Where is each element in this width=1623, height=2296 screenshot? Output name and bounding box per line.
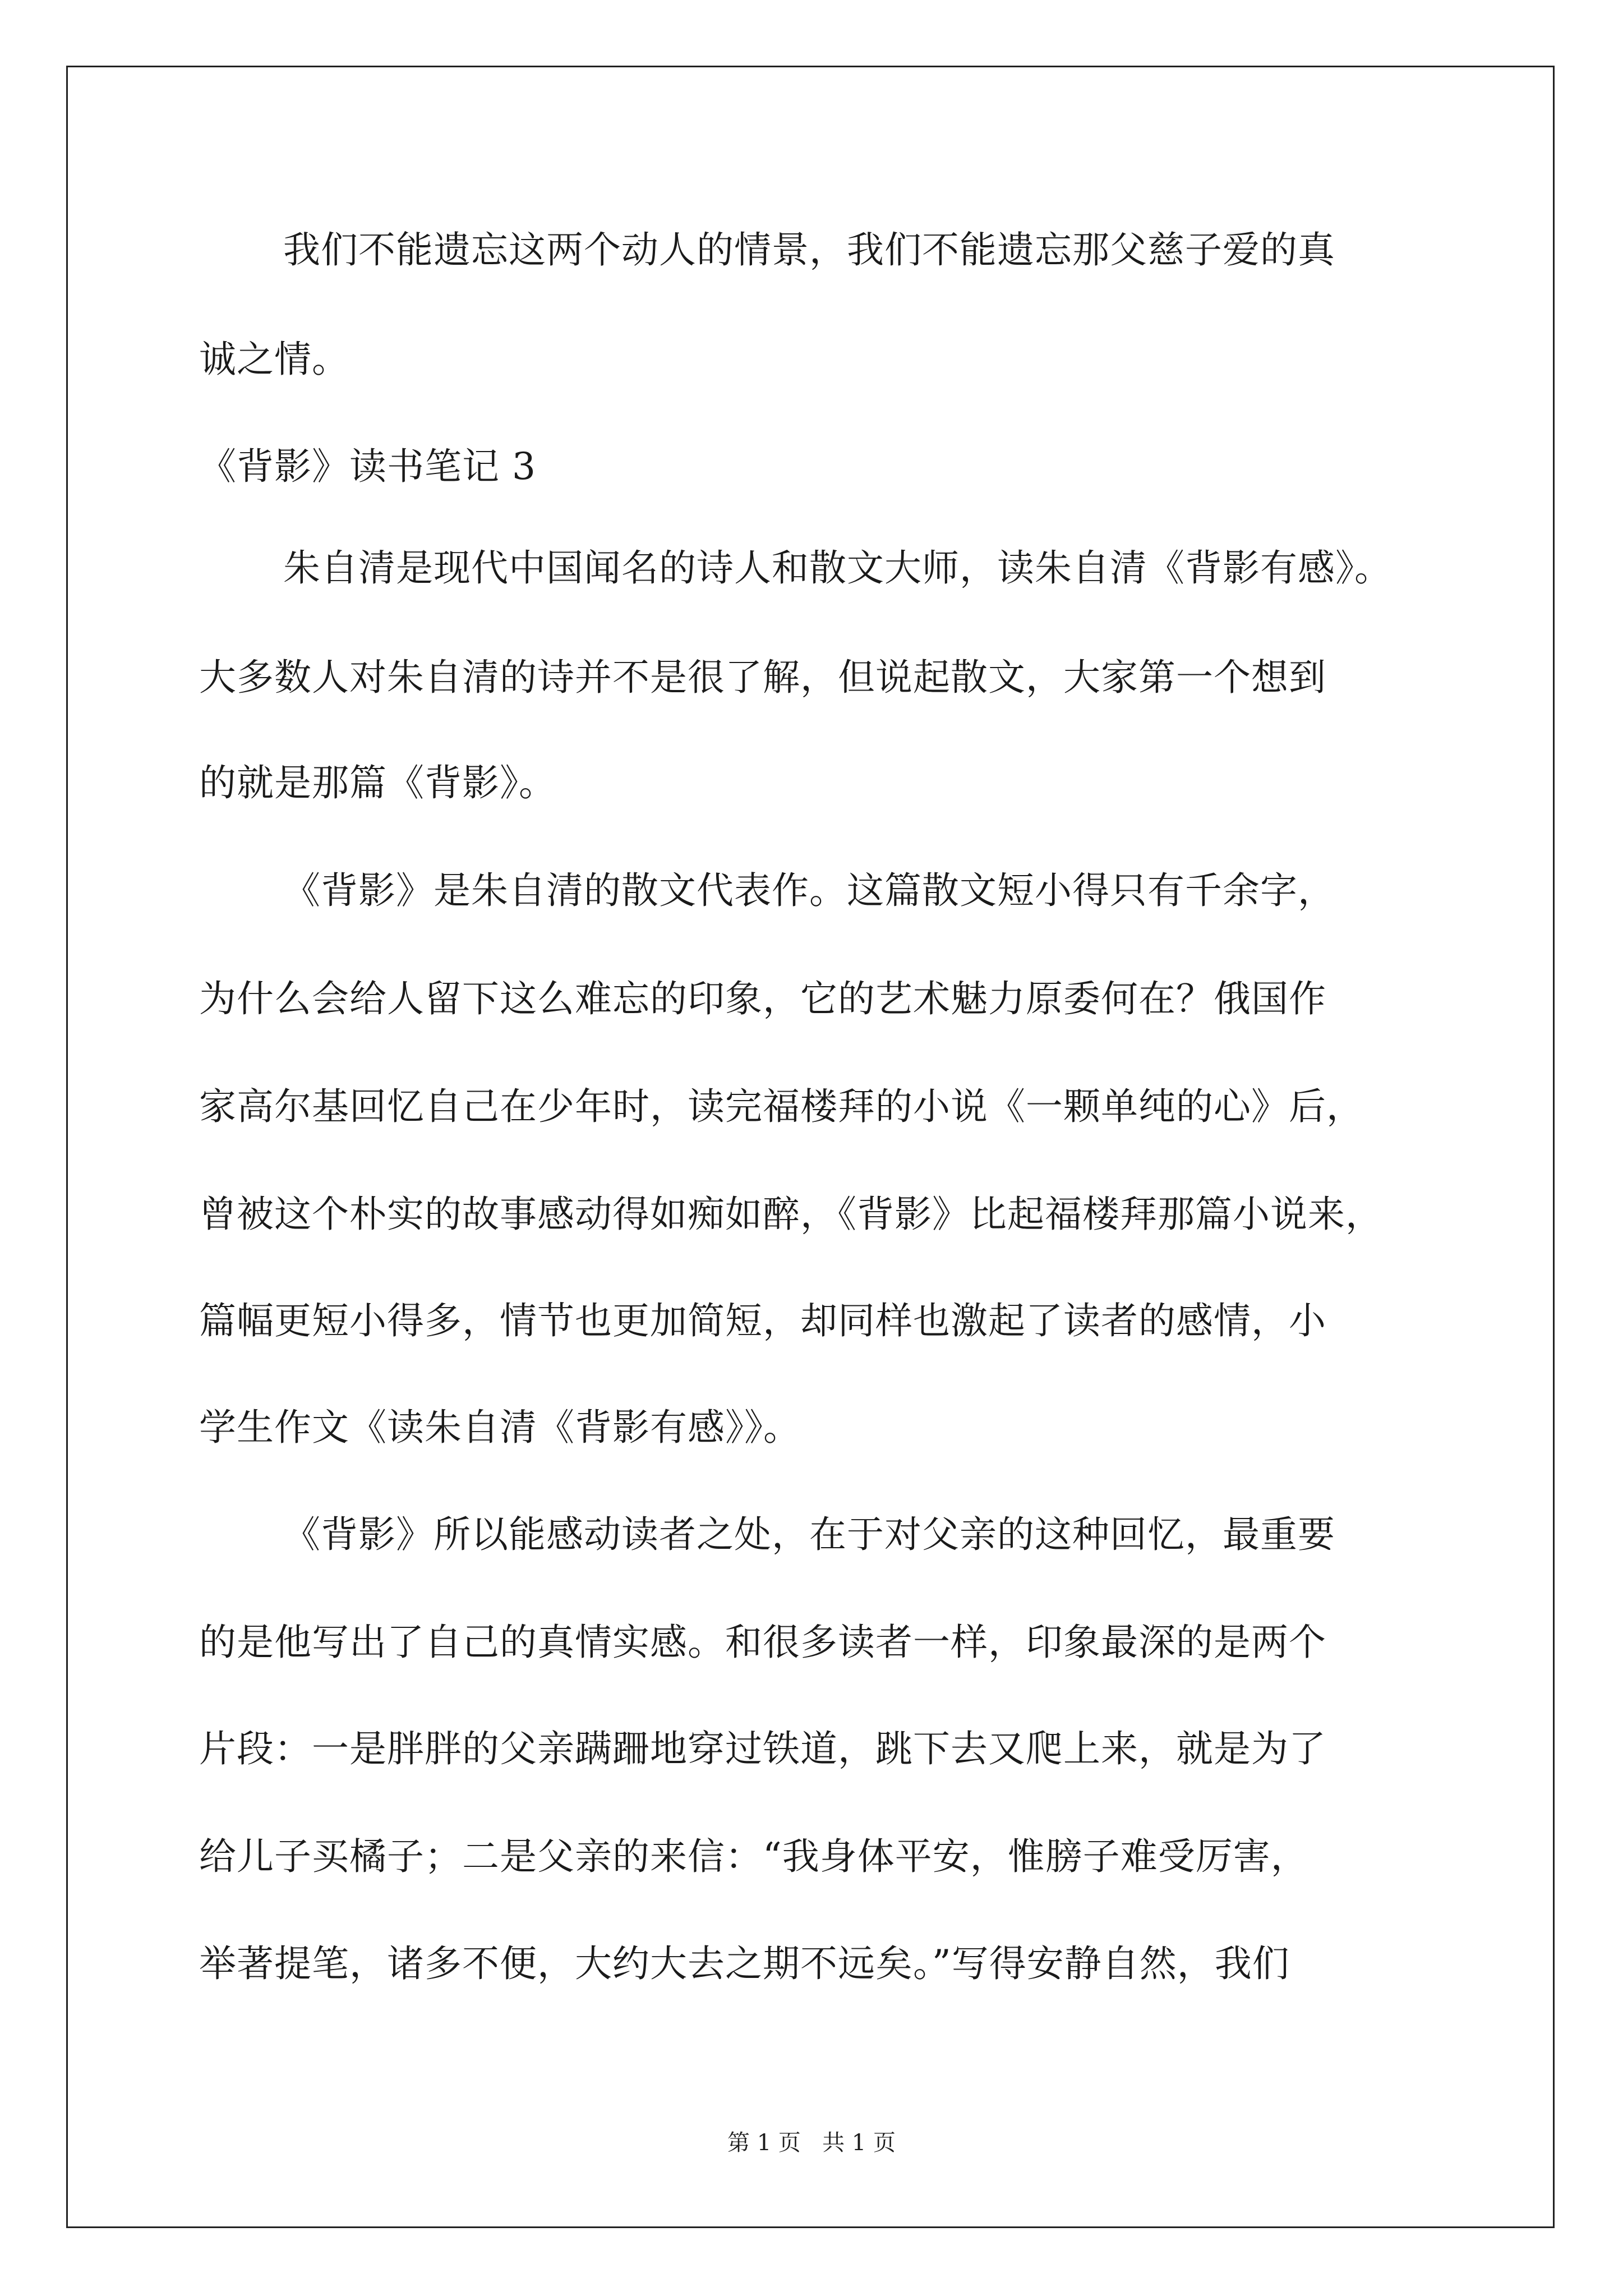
text-line: 学生作文《读朱自清《背影有感》》。 — [199, 1406, 801, 1449]
text-line: 我们不能遗忘这两个动人的情景，我们不能遗忘那父慈子爱的真 — [283, 228, 1335, 272]
text-line: 的是他写出了自己的真情实感。和很多读者一样，印象最深的是两个 — [199, 1621, 1326, 1664]
text-line: 曾被这个朴实的故事感动得如痴如醉，《背影》比起福楼拜那篇小说来， — [199, 1193, 1383, 1236]
text-line: 篇幅更短小得多，情节也更加简短，却同样也激起了读者的感情，小 — [199, 1299, 1326, 1342]
text-line: 片段：一是胖胖的父亲蹒跚地穿过铁道，跳下去又爬上来，就是为了 — [199, 1727, 1326, 1770]
text-line: 家高尔基回忆自己在少年时，读完福楼拜的小说《一颗单纯的心》后， — [199, 1085, 1364, 1128]
page-number: 第 1 页 共 1 页 — [727, 2130, 896, 2156]
text-line: 给儿子买橘子；二是父亲的来信：“我身体平安，惟膀子难受厉害， — [199, 1835, 1308, 1878]
text-line: 《背影》是朱自清的散文代表作。这篇散文短小得只有千余字， — [283, 869, 1335, 912]
section-heading: 《背影》读书笔记 3 — [199, 445, 536, 488]
page-border — [66, 66, 1555, 2228]
text-line: 诚之情。 — [199, 338, 349, 381]
text-line: 朱自清是现代中国闻名的诗人和散文大师，读朱自清《背影有感》。 — [283, 546, 1392, 590]
text-line: 大多数人对朱自清的诗并不是很了解，但说起散文，大家第一个想到 — [199, 656, 1326, 699]
text-line: 举著提笔，诸多不便，大约大去之期不远矣。”写得安静自然，我们 — [199, 1942, 1290, 1985]
text-line: 的就是那篇《背影》。 — [199, 761, 556, 804]
text-line: 《背影》所以能感动读者之处，在于对父亲的这种回忆，最重要 — [283, 1513, 1335, 1556]
text-line: 为什么会给人留下这么难忘的印象，它的艺术魅力原委何在？俄国作 — [199, 977, 1326, 1020]
